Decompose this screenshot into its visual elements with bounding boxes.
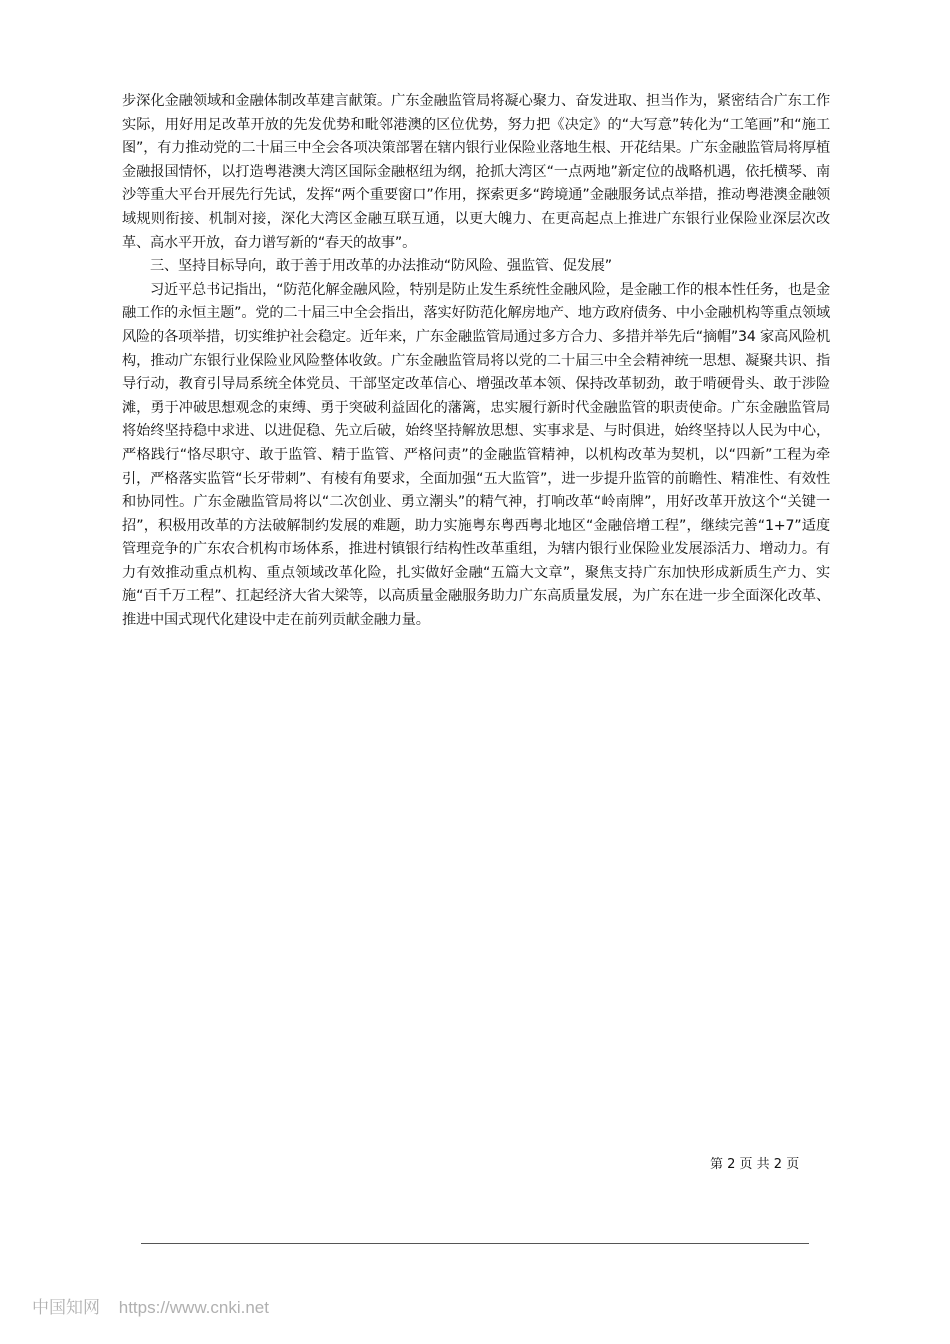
body-paragraph: 习近平总书记指出，“防范化解金融风险，特别是防止发生系统性金融风险，是金融工作的根本性任务，也是金融工作的永恒主题”。党的二十届三中全会指出，落实好防范化解房地产、地方政府债务、中小金融机构等重点领域风险的各项举措，切实维护社会稳定。近年来，广东金融监管局通过多方合力、多措并举先后“摘帽”34 家高风险机构，推动广东银行业保险业风险整体收敛。广东金融监管局将以党的二十届三中全会精神统一思想、凝聚共识、指导行动，教育引导局系统全体党员、干部坚定改革信心、增强改革本领、保持改革韧劲，敢于啃硬骨头、敢于涉险滩，勇于冲破思想观念的束缚、勇于突破利益固化的藩篱，忠实履行新时代金融监管的职责使命。广东金融监管局将始终坚持稳中求进、以进促稳、先立后破，始终坚持解放思想、实事求是、与时俱进，始终坚持以人民为中心，严格践行“恪尽职守、敢于监管、精于监管、严格问责”的金融监管精神，以机构改革为契机，以“四新”工程为牵引，严格落实监管“长牙带刺”、有棱有角要求，全面加强“五大监管”，进一步提升监管的前瞻性、精准性、有效性和协同性。广东金融监管局将以“二次创业、勇立潮头”的精气神，打响改革“岭南牌”，用好改革开放这个“关键一招”，积极用改革的方法破解制约发展的难题，助力实施粤东粤西粤北地区“金融倍增工程”，继续完善“1+7”适度管理竞争的广东农合机构市场体系，推进村镇银行结构性改革重组，为辖内银行业保险业发展添活力、增动力。有力有效推动重点机构、重点领域改革化险，扎实做好金融“五篇大文章”，聚焦支持广东加快形成新质生产力、实施“百千万工程”、扛起经济大省大梁等，以高质量金融服务助力广东高质量发展，为广东在进一步全面深化改革、推进中国式现代化建设中走在前列贡献金融力量。 [122,281,830,629]
watermark-url: https://www.cnki.net [118,1298,269,1317]
document-body [122,90,830,633]
body-paragraph: 步深化金融领域和金融体制改革建言献策。广东金融监管局将凝心聚力、奋发进取、担当作为，紧密结合广东工作实际，用好用足改革开放的先发优势和毗邻港澳的区位优势，努力把《决定》的“大写意”转化为“工笔画”和“施工图”，有力推动党的二十届三中全会各项决策部署在辖内银行业保险业落地生根、开花结果。广东金融监管局将厚植金融报国情怀，以打造粤港澳大湾区国际金融枢纽为纲，抢抓大湾区“一点两地”新定位的战略机遇，依托横琴、南沙等重大平台开展先行先试，发挥“两个重要窗口”作用，探索更多“跨境通”金融服务试点举措，推动粤港澳金融领域规则衔接、机制对接，深化大湾区金融互联互通，以更大魄力、在更高起点上推进广东银行业保险业深层次改革、高水平开放，奋力谱写新的“春天的故事”。 [122,93,830,251]
section-heading: 三、坚持目标导向，敢于善于用改革的办法推动“防风险、强监管、促发展” [150,258,612,275]
footer-divider [141,1243,809,1244]
page-number: 第 2 页 共 2 页 [710,1157,800,1172]
cnki-watermark [32,1293,269,1318]
watermark-brand: 中国知网 [32,1298,100,1317]
